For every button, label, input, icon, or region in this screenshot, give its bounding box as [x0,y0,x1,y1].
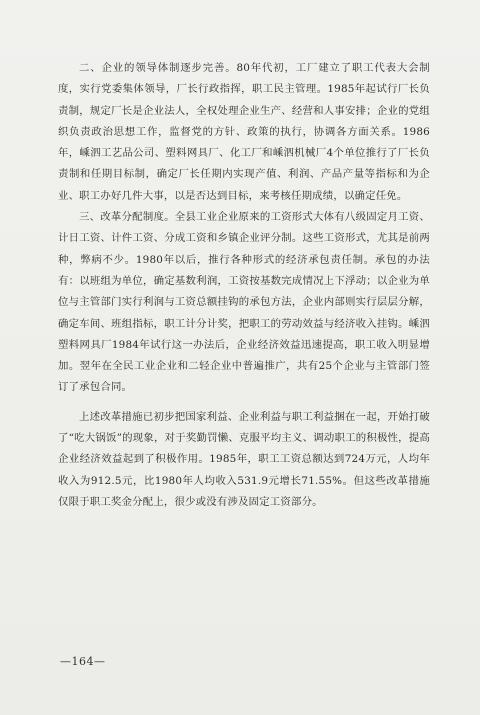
body-text [58,58,430,513]
paragraph-reform-effects: 上述改革措施已初步把国家利益、企业利益与职工利益捆在一起，开始打破了“吃大锅饭”的现象，对于奖勤罚懒、克服平均主义、调动职工的积极性，提高企业经济效益起到了积极作用。1985年，职工工资总额达到724万元，人均年收入为912.5元，比1980年人均收入531.9元增长71.55%。但这些改革措施仅限于职工奖金分配上，很少或没有涉及固定工资部分。 [58,410,430,508]
paragraph-distribution-reform: 三、改革分配制度。全县工业企业原来的工资形式大体有八级固定月工资、计日工资、计件工资、分成工资和乡镇企业评分制。这些工资形式，尤其是前两种，弊病不少。1980年以后，推行各种形式的经济承包责任制。承包的办法有：以班组为单位，确定基数利润，工资按基数完成情况上下浮动；以企业为单位与主管部门实行利润与工资总额挂钩的承包方法，企业内部则实行层层分解，确定车间、班组指标，职工计分计奖，把职工的劳动效益与经济收入挂钩。嵊泗塑料网具厂1984年试行这一办法后，企业经济效益迅速提高，职工收入明显增加。翌年在全民工业企业和二轻企业中普遍推广，共有25个企业与主管部门签订了承包合同。 [58,211,430,394]
paragraph-leadership-system: 二、企业的领导体制逐步完善。80年代初，工厂建立了职工代表大会制度，实行党委集体领导，厂长行政指挥，职工民主管理。1985年起试行厂长负责制，规定厂长是企业法人，全权处理企业生产、经营和人事安排；企业的党组织负责政治思想工作，监督党的方针、政策的执行，协调各方面关系。1986年，嵊泗工艺品公司、塑料网具厂、化工厂和嵊泗机械厂4个单位推行了厂长负责制和任期目标制，确定厂长任期内实现产值、利润、产品产量等指标和为企业、职工办好几件大事，以是否达到目标，来考核任期成绩，以确定任免。 [58,62,430,202]
page-number: —164— [60,655,106,668]
